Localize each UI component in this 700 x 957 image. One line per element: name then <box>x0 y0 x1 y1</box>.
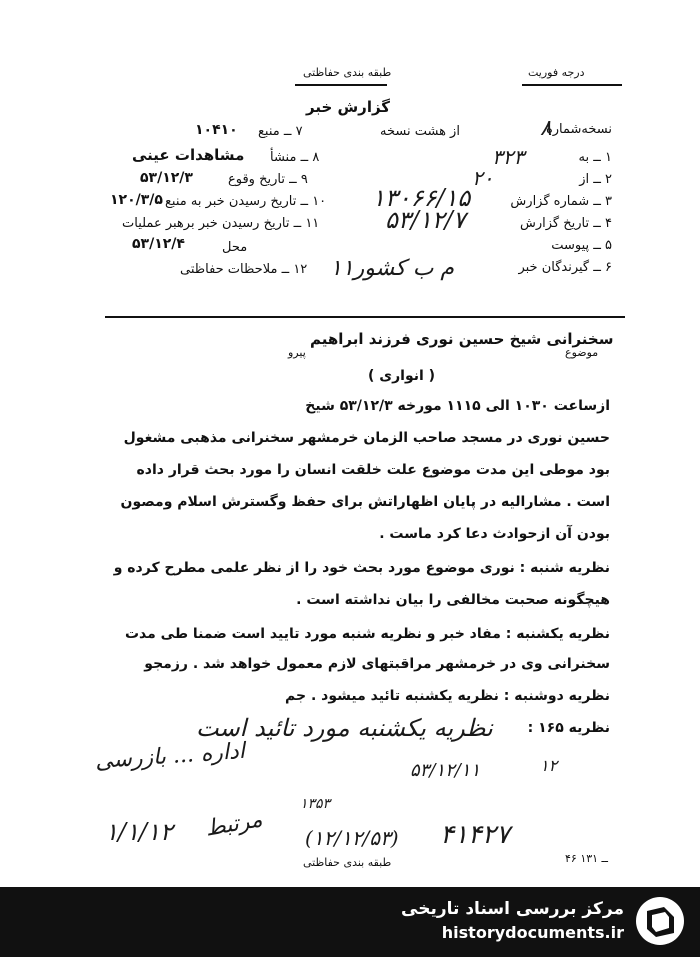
field-source-received-label: ۱۰ ــ تاریخ رسیدن خبر به منبع <box>165 194 327 209</box>
header-separator <box>105 316 625 318</box>
bottom-number: ۴۱۴۲۷ <box>440 820 510 850</box>
urgency-underline <box>522 84 622 86</box>
field-ops-received-label: ۱۱ ــ تاریخ رسیدن خبر برهبر عملیات <box>122 216 320 231</box>
body-line: نظریه شنبه : نوری موضوع مورد بحث خود را از نظر علمی مطرح کرده و <box>113 560 610 576</box>
page-code: ۴۶ ــ ۱۳۱ <box>565 852 609 865</box>
field-report-number-label: ۳ ــ شماره گزارش <box>510 194 612 209</box>
subject-text: سخنرانی شیخ حسین نوری فرزند ابراهیم <box>310 330 614 348</box>
field-to-label: ۱ ــ به <box>578 150 612 165</box>
watermark-title: مرکز بررسی اسناد تاریخی <box>401 899 624 919</box>
body-line: نظریه دوشنبه : نظریه یکشنبه تائید میشود . جم <box>285 688 610 704</box>
field-security-notes-label: ۱۲ ــ ملاحظات حفاظتی <box>180 262 308 277</box>
body-line: بود موطی این مدت موضوع علت خلقت انسان را مورد بحث قرار داده <box>136 462 610 478</box>
field-from-label: ۲ ــ از <box>579 172 612 187</box>
body-line: سخنرانی وی در خرمشهر مراقبتهای لازم معمول خواهد شد . رزمجو <box>144 656 610 672</box>
classification-label: طبقه بندی حفاظتی <box>303 66 392 79</box>
date-stamp: ۵۳/۱۲/۱۱ <box>410 760 481 781</box>
field-source-received-value: ۱۲۰/۳/۵ <box>110 192 163 208</box>
body-line: بودن آن ازحوادث دعا کرد ماست . <box>379 526 610 542</box>
handwritten-signature-2: مرتبط <box>203 807 265 842</box>
watermark-url[interactable]: historydocuments.ir <box>441 923 624 942</box>
subject-label: موضوع <box>565 346 599 359</box>
field-recipients-label: ۶ ــ گیرندگان خبر <box>518 260 612 275</box>
field-origin-label: ۸ ــ منشأ <box>270 150 320 165</box>
copy-number-extra: از هشت نسخه <box>380 124 460 139</box>
field-source-value: ۱۰۴۱۰ <box>195 122 238 138</box>
left-mark: ۱/۱/۱۲ <box>105 818 173 846</box>
field-location-label: محل <box>222 240 248 255</box>
body-line: نظریه یکشنبه : مفاد خبر و نظریه شنبه مورد تایید است ضمنا طی مدت <box>124 626 610 642</box>
watermark-banner <box>0 887 700 957</box>
body-line: هیچگونه صحبت مخالفی را بیان نداشته است . <box>296 592 610 608</box>
field-report-date-value: ۵۳/۱۲/۷ <box>385 206 466 234</box>
number-stamp: ۱۲ <box>540 756 558 775</box>
report-title: گزارش خبر <box>306 98 391 116</box>
handwritten-note: نظریه یکشنبه مورد تائید است <box>196 714 493 742</box>
field-source-label: ۷ ــ منبع <box>258 124 303 139</box>
body-line: ازساعت ۱۰۳۰ الی ۱۱۱۵ مورخه ۵۳/۱۲/۳ شیخ <box>305 398 610 414</box>
field-report-date-label: ۴ ــ تاریخ گزارش <box>520 216 612 231</box>
bottom-signature: (۱۲/۱۲/۵۳) <box>305 826 399 850</box>
body-line: است . مشارالیه در پایان اظهاراتش برای حفظ وگسترش اسلام ومصون <box>120 494 610 510</box>
field-report-number-value: ۱۳۰۶۶/۱۵ <box>372 184 471 212</box>
classification-underline <box>295 84 387 86</box>
field-to-value: ۳۲۳ <box>492 145 525 169</box>
ref-small: ۱۳۵۳ <box>300 796 331 812</box>
field-origin-value: مشاهدات عینی <box>132 146 245 164</box>
handwritten-signature: اداره ... بازرسی <box>94 738 246 775</box>
body-line: نظریه ۱۶۵ : <box>527 720 610 736</box>
field-from-value: ۲۰ <box>472 166 494 190</box>
copy-number-value: ۸ <box>540 116 552 141</box>
body-line: حسین نوری در مسجد صاحب الزمان خرمشهر سخنرانی مذهبی مشغول <box>123 430 610 446</box>
archive-logo-icon <box>634 895 686 947</box>
field-recipients-value: ۱۱م ب کشور <box>330 256 455 281</box>
field-occurrence-date-label: ۹ ــ تاریخ وقوع <box>228 172 308 187</box>
urgency-label: درجه فوریت <box>528 66 585 79</box>
subject-sub: ( انواری ) <box>368 368 436 384</box>
subject-aside: پیرو <box>288 346 306 359</box>
field-attachment-label: ۵ ــ پیوست <box>551 238 612 253</box>
field-location-value: ۵۳/۱۲/۴ <box>132 236 185 252</box>
bottom-classification-label: طبقه بندی حفاظتی <box>303 856 392 869</box>
copy-number-label: نسخه‌شماره <box>545 122 612 137</box>
field-occurrence-date-value: ۵۳/۱۲/۳ <box>140 170 193 186</box>
